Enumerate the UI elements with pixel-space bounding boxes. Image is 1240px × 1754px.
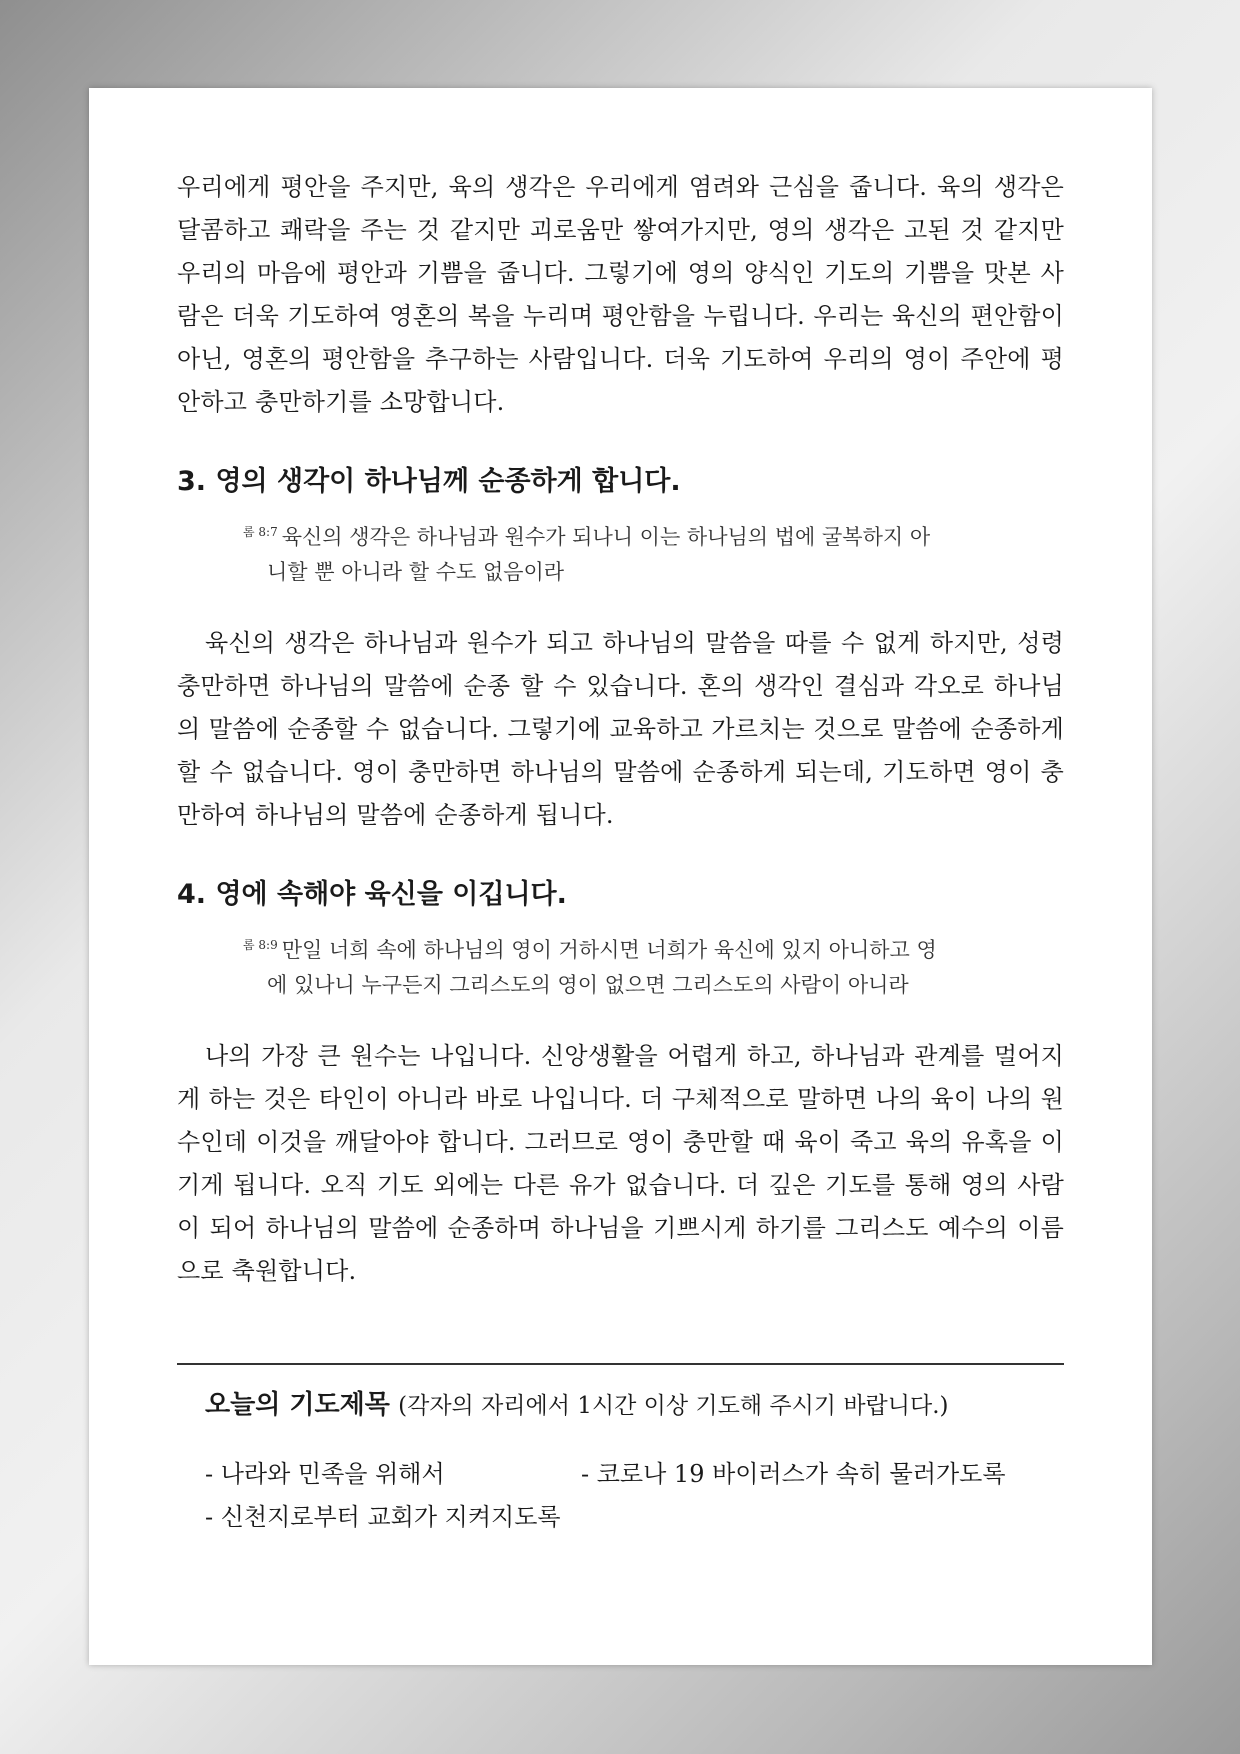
- scripture-line: 니할 뿐 아니라 할 수도 없음이라: [267, 560, 565, 584]
- prayer-item: - 나라와 민족을 위해서: [205, 1460, 445, 1488]
- scripture-reference: 롬 8:7: [243, 525, 278, 539]
- section-heading-3: 3. 영의 생각이 하나님께 순종하게 합니다.: [177, 466, 681, 497]
- prayer-title-line: [205, 1385, 1064, 1426]
- scripture-line: 육신의 생각은 하나님과 원수가 되나니 이는 하나님의 법에 굴복하지 아: [281, 525, 931, 549]
- prayer-note: (각자의 자리에서 1시간 이상 기도해 주시기 바랍니다.): [398, 1393, 949, 1419]
- scripture-quote-romans-8-9: [177, 933, 1064, 1003]
- scripture-line: 만일 너희 속에 하나님의 영이 거하시면 너희가 육신에 있지 아니하고 영: [281, 938, 937, 962]
- document-page: [89, 88, 1152, 1665]
- paragraph-section-4: 나의 가장 큰 원수는 나입니다. 신앙생활을 어렵게 하고, 하나님과 관계를 멀어지게 하는 것은 타인이 아니라 바로 나입니다. 더 구체적으로 말하면 나의 육이 나의 원수인데 이것을 깨달아야 합니다. 그러므로 영이 충만할 때 육이 죽고 육의 유혹을 이기게 됩니다. 오직 기도 외에는 다른 유가 없습니다. 더 깊은 기도를 통해 영의 사람이 되어 하나님의 말씀에 순종하며 하나님을 기쁘시게 하기를 그리스도 예수의 이름으로 축원합니다.: [177, 1042, 1064, 1285]
- section-divider: [177, 1363, 1064, 1365]
- page-content: [177, 166, 1064, 1537]
- paragraph-section-3: 육신의 생각은 하나님과 원수가 되고 하나님의 말씀을 따를 수 없게 하지만, 성령 충만하면 하나님의 말씀에 순종 할 수 있습니다. 혼의 생각인 결심과 각오로 하나님의 말씀에 순종할 수 없습니다. 그렇기에 교육하고 가르치는 것으로 말씀에 순종하게 할 수 없습니다. 영이 충만하면 하나님의 말씀에 순종하게 되는데, 기도하면 영이 충만하여 하나님의 말씀에 순종하게 됩니다.: [177, 629, 1064, 829]
- prayer-title: 오늘의 기도제목: [205, 1390, 390, 1420]
- section-heading-4: 4. 영에 속해야 육신을 이깁니다.: [177, 879, 567, 910]
- scripture-line: 에 있나니 누구든지 그리스도의 영이 없으면 그리스도의 사람이 아니라: [267, 973, 909, 997]
- scripture-quote-romans-8-7: [177, 520, 1064, 590]
- prayer-item: - 신천지로부터 교회가 지켜지도록: [205, 1503, 561, 1531]
- paragraph-intro: 우리에게 평안을 주지만, 육의 생각은 우리에게 염려와 근심을 줍니다. 육의 생각은 달콤하고 쾌락을 주는 것 같지만 괴로움만 쌓여가지만, 영의 생각은 고된 것 같지만 우리의 마음에 평안과 기쁨을 줍니다. 그렇기에 영의 양식인 기도의 기쁨을 맛본 사람은 더욱 기도하여 영혼의 복을 누리며 평안함을 누립니다. 우리는 육신의 편안함이 아닌, 영혼의 평안함을 추구하는 사람입니다. 더욱 기도하여 우리의 영이 주안에 평안하고 충만하기를 소망합니다.: [177, 173, 1064, 416]
- prayer-item: - 코로나 19 바이러스가 속히 물러가도록: [581, 1460, 1006, 1488]
- scripture-reference: 롬 8:9: [243, 938, 278, 952]
- prayer-topics: [177, 1385, 1064, 1537]
- prayer-list: [205, 1454, 1064, 1537]
